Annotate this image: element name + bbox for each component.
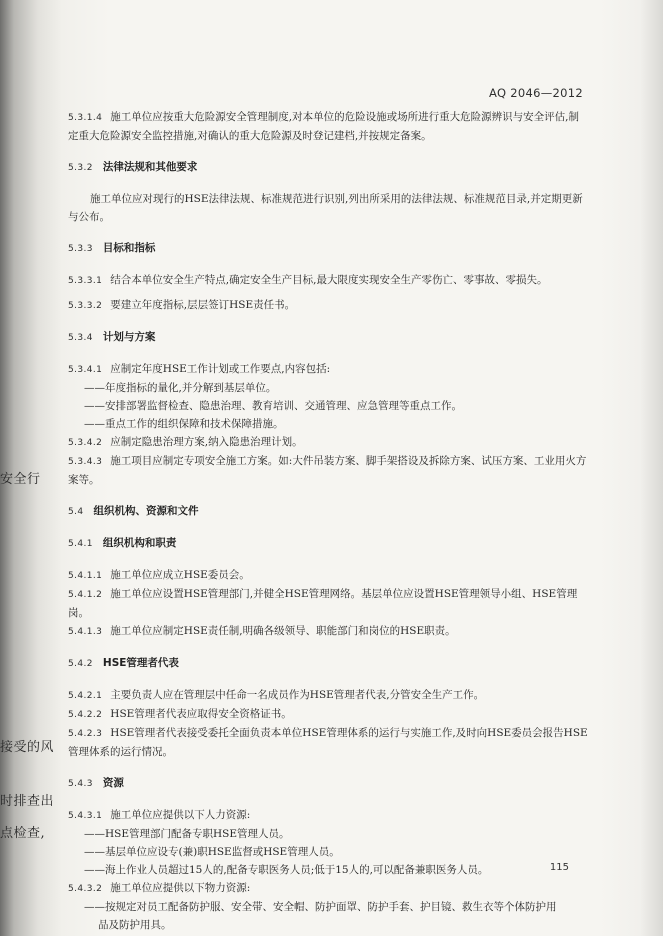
previous-page-edge [0, 0, 55, 936]
clause-5-4-1-3 [68, 622, 588, 641]
heading-number: 5.4.2 [68, 659, 93, 669]
clause-5-4-1-1 [68, 566, 588, 585]
heading-number: 5.4.1 [68, 539, 93, 549]
clause-5-3-3-2 [68, 296, 588, 315]
clause-number: 5.3.4.1 [68, 365, 103, 375]
clause-number: 5.4.1.2 [68, 590, 103, 600]
clause-5-3-4-3 [68, 452, 588, 489]
heading-title: 法律法规和其他要求 [102, 161, 198, 173]
clause-5-4-3-2 [68, 879, 588, 898]
heading-5-4-1 [68, 534, 588, 553]
heading-title: 组织机构和职责 [102, 537, 177, 549]
clause-text: 施工单位应按重大危险源安全管理制度,对本单位的危险设施或场所进行重大危险源辨识与安全评估,制定重大危险源安全监控措施,对确认的重大危险源及时登记建档,并按规定备案。 [68, 111, 579, 142]
list-item: ——HSE管理部门配备专职HSE管理人员。 [84, 828, 290, 840]
heading-number: 5.4 [68, 507, 84, 517]
prev-page-fragment: 点检查, [0, 826, 46, 841]
clause-number: 5.4.2.1 [68, 691, 103, 701]
heading-5-4-3 [68, 774, 588, 793]
heading-number: 5.4.3 [68, 779, 93, 789]
heading-number: 5.3.4 [68, 333, 93, 343]
clause-5-3-1-4 [68, 108, 588, 145]
heading-title: HSE管理者代表 [102, 657, 179, 669]
clause-text: 施工单位应提供以下人力资源: [110, 809, 251, 821]
clause-number: 5.4.3.1 [68, 811, 103, 821]
clause-number: 5.4.2.3 [68, 729, 103, 739]
paragraph-5-3-2: 施工单位应对现行的HSE法律法规、标准规范进行识别,列出所采用的法律法规、标准规范目录,并定期更新与公布。 [68, 193, 583, 223]
heading-5-3-3 [68, 239, 588, 258]
clause-text: 施工单位应成立HSE委员会。 [110, 569, 250, 581]
heading-number: 5.3.2 [68, 163, 93, 173]
prev-page-fragment: 时排查出 [0, 794, 55, 809]
clause-5-3-3-1 [68, 271, 588, 290]
clause-5-4-2-3 [68, 724, 588, 761]
heading-title: 计划与方案 [102, 331, 156, 343]
clause-5-3-4-1 [68, 360, 588, 379]
heading-title: 资源 [102, 777, 124, 789]
clause-number: 5.3.4.2 [68, 438, 103, 448]
clause-text: 施工单位应提供以下物力资源: [110, 882, 251, 894]
list-item: ——海上作业人员超过15人的,配备专职医务人员;低于15人的,可以配备兼职医务人员。 [84, 864, 489, 876]
heading-5-4-2 [68, 654, 588, 673]
prev-page-fragment: 安全行 [0, 472, 41, 487]
prev-page-fragment: 接受的风 [0, 740, 55, 755]
heading-5-3-2 [68, 158, 588, 177]
clause-5-4-1-2 [68, 585, 588, 622]
clause-number: 5.4.1.3 [68, 627, 103, 637]
clause-text: 应制定隐患治理方案,纳入隐患治理计划。 [110, 436, 303, 448]
clause-5-4-2-1 [68, 686, 588, 705]
clause-number: 5.3.1.4 [68, 113, 103, 123]
clause-text: HSE管理者代表接受委托全面负责本单位HSE管理体系的运行与实施工作,及时向HSE委员会报告HSE管理体系的运行情况。 [68, 727, 588, 758]
heading-title: 组织机构、资源和文件 [93, 505, 199, 517]
clause-5-3-4-2 [68, 433, 588, 452]
clause-number: 5.3.3.2 [68, 301, 103, 311]
heading-5-3-4 [68, 328, 588, 347]
list-item-continuation: 品及防护用具。 [98, 919, 172, 931]
list-item: ——安排部署监督检查、隐患治理、教育培训、交通管理、应急管理等重点工作。 [84, 400, 462, 412]
heading-title: 目标和指标 [102, 242, 156, 254]
list-item: ——重点工作的组织保障和技术保障措施。 [84, 418, 284, 430]
clause-5-4-3-1 [68, 806, 588, 825]
heading-5-4 [68, 502, 588, 521]
clause-5-4-2-2 [68, 705, 588, 724]
clause-text: 施工单位应设置HSE管理部门,并健全HSE管理网络。基层单位应设置HSE管理领导小组、HSE管理岗。 [68, 588, 578, 619]
clause-text: 主要负责人应在管理层中任命一名成员作为HSE管理者代表,分管安全生产工作。 [110, 689, 485, 701]
clause-number: 5.4.3.2 [68, 884, 103, 894]
standard-code-header: AQ 2046—2012 [488, 86, 583, 100]
clause-number: 5.3.4.3 [68, 457, 103, 467]
clause-text: HSE管理者代表应取得安全资格证书。 [110, 708, 292, 720]
clause-text: 施工单位应制定HSE责任制,明确各级领导、职能部门和岗位的HSE职责。 [110, 625, 456, 637]
clause-number: 5.4.1.1 [68, 571, 103, 581]
clause-text: 施工项目应制定专项安全施工方案。如:大件吊装方案、脚手架搭设及拆除方案、试压方案、工业用火方案等。 [68, 455, 587, 486]
list-item: ——基层单位应设专(兼)职HSE监督或HSE管理人员。 [84, 846, 340, 858]
clause-number: 5.4.2.2 [68, 710, 103, 720]
list-item: ——年度指标的量化,并分解到基层单位。 [84, 382, 277, 394]
clause-text: 结合本单位安全生产特点,确定安全生产目标,最大限度实现安全生产零伤亡、零事故、零损失。 [110, 274, 548, 286]
list-item: ——按规定对员工配备防护服、安全带、安全帽、防护面罩、防护手套、护目镜、救生衣等个体防护用 [84, 901, 557, 913]
page-number: 115 [549, 862, 569, 873]
clause-text: 应制定年度HSE工作计划或工作要点,内容包括: [110, 363, 331, 375]
clause-number: 5.3.3.1 [68, 276, 103, 286]
clause-text: 要建立年度指标,层层签订HSE责任书。 [110, 299, 296, 311]
heading-number: 5.3.3 [68, 244, 93, 254]
document-body [68, 108, 588, 934]
